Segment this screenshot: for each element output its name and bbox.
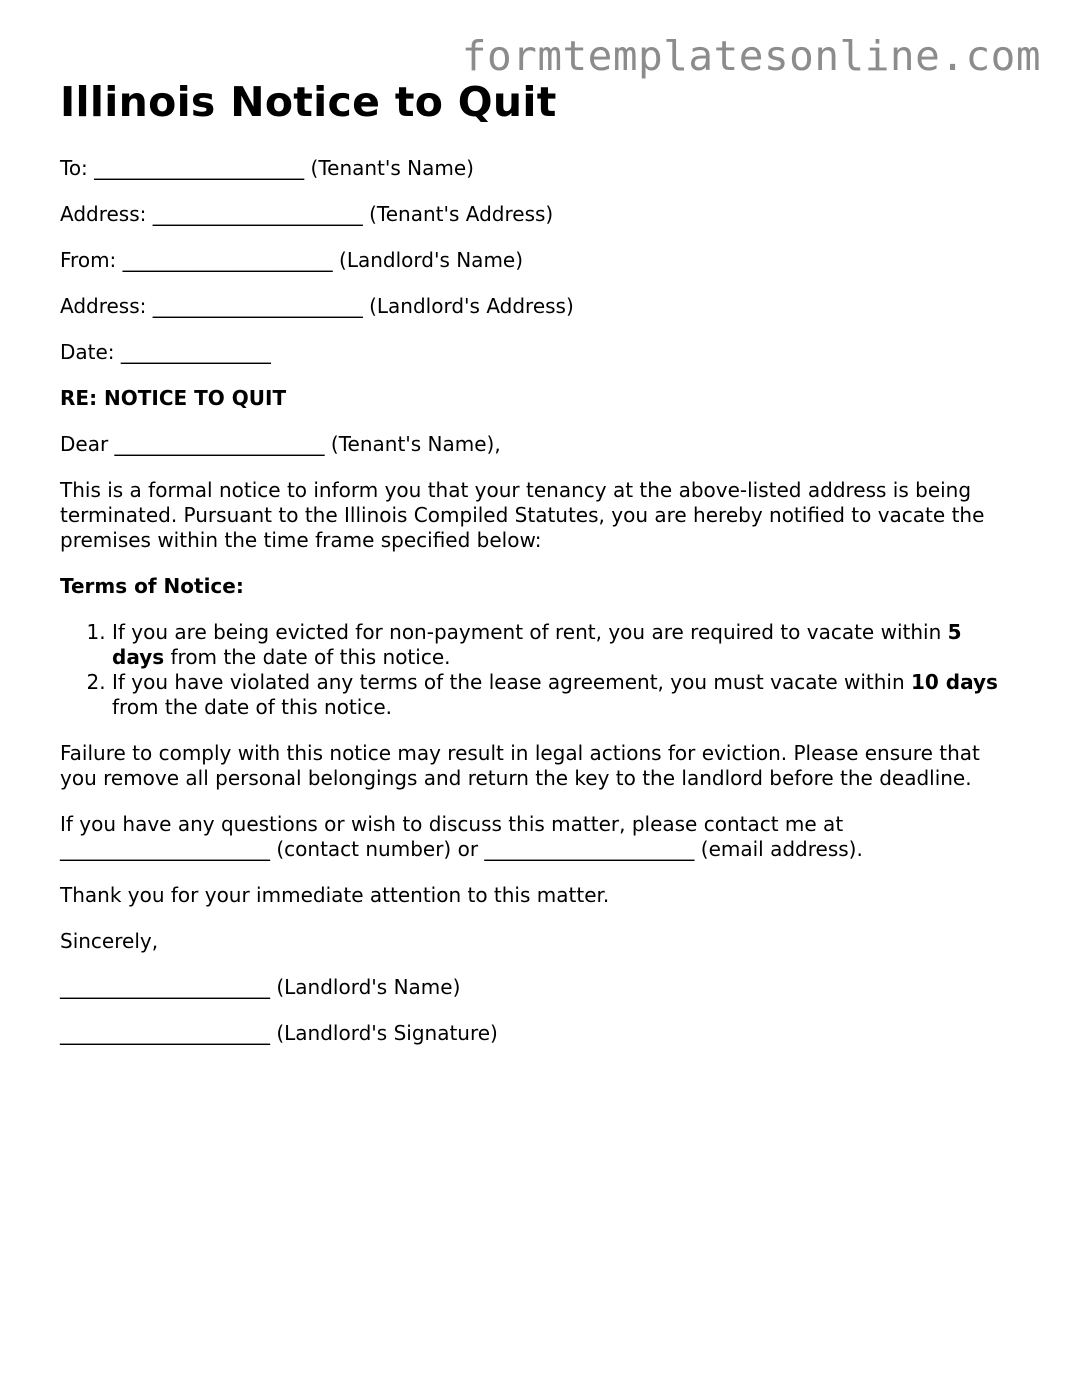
term-item-2 bbox=[112, 670, 1020, 720]
notice-document bbox=[60, 76, 1020, 1067]
contact-number-hint: (contact number) or bbox=[276, 837, 479, 861]
from-label: From: bbox=[60, 248, 117, 272]
landlord-signature-line bbox=[60, 1021, 1020, 1046]
tenant-name-blank[interactable]: _____________________ bbox=[94, 156, 305, 180]
landlord-address-label: Address: bbox=[60, 294, 147, 318]
thanks-line: Thank you for your immediate attention to this matter. bbox=[60, 883, 610, 907]
salutation-tenant-blank[interactable]: _____________________ bbox=[114, 432, 325, 456]
subject-line: RE: NOTICE TO QUIT bbox=[60, 386, 287, 410]
landlord-name-signature-line bbox=[60, 975, 1020, 1000]
tenant-address-hint: (Tenant's Address) bbox=[369, 202, 554, 226]
watermark: formtemplatesonline.com bbox=[461, 32, 1041, 80]
term-2-tail: from the date of this notice. bbox=[112, 695, 392, 719]
tenant-address-line bbox=[60, 202, 1020, 227]
term-1-text: If you are being evicted for non-payment of rent, you are required to vacate within bbox=[112, 620, 948, 644]
salutation-line bbox=[60, 432, 1020, 457]
contact-paragraph bbox=[60, 812, 1020, 862]
to-label: To: bbox=[60, 156, 88, 180]
landlord-address-blank[interactable]: _____________________ bbox=[152, 294, 363, 318]
contact-lead: If you have any questions or wish to discuss this matter, please contact me at bbox=[60, 812, 844, 836]
term-item-1 bbox=[112, 620, 1020, 670]
landlord-printed-name-blank[interactable]: _____________________ bbox=[60, 975, 270, 999]
intro-paragraph: This is a formal notice to inform you that your tenancy at the above-listed address is being terminated. Pursuant to the Illinois Compiled Statutes, you are hereby notified to vacate the premises within the time frame specified below: bbox=[60, 478, 985, 552]
salutation-prefix: Dear bbox=[60, 432, 109, 456]
term-1-tail: from the date of this notice. bbox=[164, 645, 451, 669]
failure-paragraph: Failure to comply with this notice may result in legal actions for eviction. Please ensure that you remove all personal belongings and return the key to the landlord before the deadline. bbox=[60, 741, 980, 790]
tenant-name-hint: (Tenant's Name) bbox=[310, 156, 474, 180]
landlord-printed-name-hint: (Landlord's Name) bbox=[276, 975, 461, 999]
page-title: Illinois Notice to Quit bbox=[60, 78, 557, 126]
email-address-blank[interactable]: _____________________ bbox=[484, 837, 695, 861]
tenant-address-label: Address: bbox=[60, 202, 147, 226]
from-line bbox=[60, 248, 1020, 273]
term-2-text: If you have violated any terms of the lease agreement, you must vacate within bbox=[112, 670, 912, 694]
contact-number-blank[interactable]: _____________________ bbox=[60, 837, 270, 861]
terms-list bbox=[60, 620, 1020, 720]
closing-line: Sincerely, bbox=[60, 929, 159, 953]
tenant-address-blank[interactable]: _____________________ bbox=[152, 202, 363, 226]
term-2-deadline: 10 days bbox=[911, 670, 998, 694]
landlord-signature-hint: (Landlord's Signature) bbox=[276, 1021, 498, 1045]
date-blank[interactable]: _______________ bbox=[120, 340, 271, 364]
landlord-name-blank[interactable]: _____________________ bbox=[122, 248, 333, 272]
term-1-deadline: 5 days bbox=[112, 620, 962, 669]
email-address-hint: (email address). bbox=[700, 837, 863, 861]
landlord-address-hint: (Landlord's Address) bbox=[369, 294, 574, 318]
date-label: Date: bbox=[60, 340, 115, 364]
to-line bbox=[60, 156, 1020, 181]
salutation-hint: (Tenant's Name), bbox=[330, 432, 501, 456]
date-line bbox=[60, 340, 1020, 365]
landlord-signature-blank[interactable]: _____________________ bbox=[60, 1021, 270, 1045]
landlord-address-line bbox=[60, 294, 1020, 319]
terms-heading: Terms of Notice: bbox=[60, 574, 244, 598]
landlord-name-hint: (Landlord's Name) bbox=[339, 248, 524, 272]
